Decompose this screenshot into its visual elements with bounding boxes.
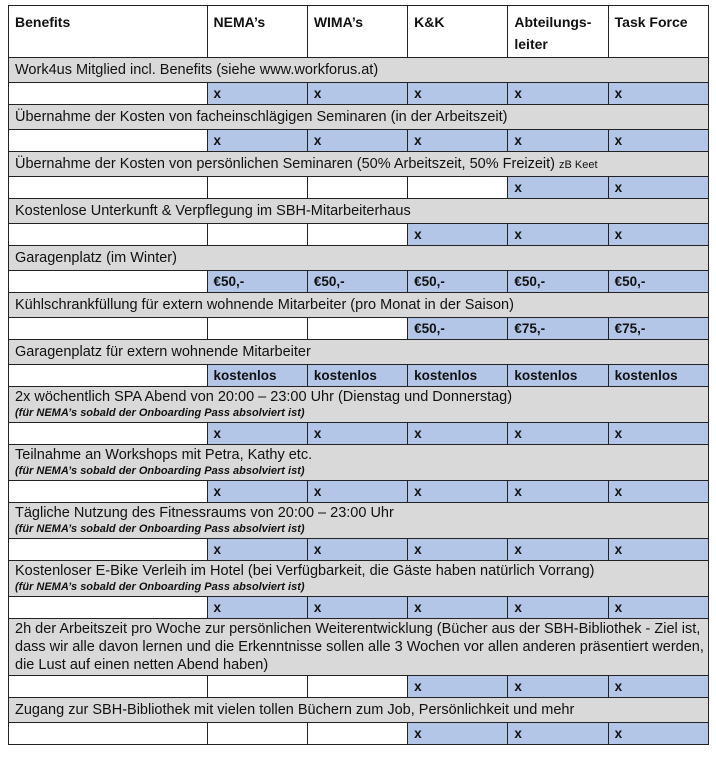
benefit-title-row [9,503,709,539]
value-cell-empty [9,271,208,293]
value-cell-empty [9,676,208,698]
value-cell-empty [9,318,208,340]
benefit-title: Tägliche Nutzung des Fitnessraums von 20:00 – 23:00 Uhr [15,505,394,521]
value-cell [207,224,307,246]
header-cell-wimas: WIMA’s [307,6,407,58]
value-cell-empty [9,130,208,152]
benefit-title-cell [9,246,709,271]
value-cell [307,318,407,340]
benefit-note: (für NEMA’s sobald der Onboarding Pass absolviert ist) [15,581,305,593]
benefit-values-row [9,676,709,698]
value-cell: €50,- [408,271,508,293]
value-cell: x [207,130,307,152]
benefit-title-row [9,199,709,224]
value-cell [307,224,407,246]
value-cell: x [307,423,407,445]
benefit-note: (für NEMA’s sobald der Onboarding Pass absolviert ist) [15,465,305,477]
value-cell: x [608,130,708,152]
value-cell: x [608,676,708,698]
benefit-title-row [9,619,709,676]
benefit-title-remark: zB Keet [559,158,598,171]
benefit-title: Work4us Mitglied incl. Benefits (siehe www.workforus.at) [15,62,379,78]
header-cell-nemas: NEMA’s [207,6,307,58]
benefit-values-row [9,723,709,745]
value-cell: x [508,539,608,561]
value-cell: kostenlos [508,365,608,387]
value-cell: x [508,130,608,152]
value-cell-empty [9,481,208,503]
benefit-values-row [9,481,709,503]
value-cell: x [307,597,407,619]
benefit-title-row [9,58,709,83]
value-cell: kostenlos [608,365,708,387]
value-cell [207,676,307,698]
value-cell: x [508,676,608,698]
value-cell: x [408,481,508,503]
benefit-title-row [9,698,709,723]
benefit-title: Übernahme der Kosten von persönlichen Seminaren (50% Arbeitszeit, 50% Freizeit) [15,155,555,172]
value-cell: kostenlos [408,365,508,387]
benefit-title: 2h der Arbeitszeit pro Woche zur persönlichen Weiterentwicklung (Bücher aus der SBH-Bibliothek - Ziel ist, dass wir alle davon lernen und die Erkenntnisse sollen alle 3 Wochen vor allen anderen präsentiert werden, die Lust auf einen netten Abend haben) [15,621,704,673]
benefit-title-cell [9,293,709,318]
benefit-title: 2x wöchentlich SPA Abend von 20:00 – 23:00 Uhr (Dienstag und Donnerstag) [15,389,513,405]
value-cell [307,676,407,698]
value-cell: x [207,539,307,561]
benefit-title: Garagenplatz (im Winter) [15,250,177,266]
value-cell [307,177,407,199]
benefit-title-cell [9,698,709,723]
benefit-title-cell [9,561,709,597]
header-cell-task-force: Task Force [608,6,708,58]
value-cell: x [508,597,608,619]
value-cell: x [408,423,508,445]
value-cell-empty [9,365,208,387]
benefit-title: Teilnahme an Workshops mit Petra, Kathy etc. [15,447,313,463]
value-cell: €50,- [508,271,608,293]
value-cell-empty [9,423,208,445]
value-cell: x [608,83,708,105]
value-cell [207,318,307,340]
value-cell: €50,- [408,318,508,340]
benefit-title-cell [9,340,709,365]
value-cell: x [307,130,407,152]
benefit-title-cell [9,503,709,539]
benefit-title-cell [9,58,709,83]
benefit-title-row [9,340,709,365]
value-cell: €50,- [608,271,708,293]
benefit-title: Zugang zur SBH-Bibliothek mit vielen tollen Büchern zum Job, Persönlichkeit und mehr [15,702,575,718]
value-cell: x [408,539,508,561]
header-cell-benefits: Benefits [9,6,208,58]
benefit-values-row [9,177,709,199]
value-cell: x [408,597,508,619]
value-cell: x [608,481,708,503]
benefit-title-row [9,152,709,177]
benefit-title-cell [9,152,709,177]
value-cell: x [307,539,407,561]
value-cell: €75,- [608,318,708,340]
benefit-values-row [9,130,709,152]
value-cell: x [508,177,608,199]
value-cell: x [207,423,307,445]
benefit-title-row [9,445,709,481]
value-cell: kostenlos [207,365,307,387]
benefit-title-row [9,246,709,271]
value-cell: x [508,481,608,503]
value-cell: x [508,83,608,105]
value-cell [408,177,508,199]
value-cell: x [408,83,508,105]
benefit-title-cell [9,387,709,423]
benefit-title-row [9,105,709,130]
benefit-title: Kostenlose Unterkunft & Verpflegung im SBH-Mitarbeiterhaus [15,203,411,219]
value-cell: x [207,83,307,105]
value-cell: x [608,597,708,619]
benefit-title-cell [9,105,709,130]
value-cell: x [207,597,307,619]
value-cell [307,723,407,745]
benefit-title: Übernahme der Kosten von facheinschlägigen Seminaren (in der Arbeitszeit) [15,109,508,125]
benefit-values-row [9,423,709,445]
value-cell: x [207,481,307,503]
value-cell-empty [9,597,208,619]
benefit-values-row [9,83,709,105]
benefit-title: Kühlschrankfüllung für extern wohnende Mitarbeiter (pro Monat in der Saison) [15,297,514,313]
benefit-values-row [9,597,709,619]
header-row [9,6,709,58]
value-cell: €50,- [307,271,407,293]
value-cell: x [608,177,708,199]
value-cell: x [307,481,407,503]
value-cell: x [608,723,708,745]
benefit-values-row [9,365,709,387]
value-cell: x [508,423,608,445]
value-cell: x [608,539,708,561]
header-cell-kk: K&K [408,6,508,58]
value-cell: x [608,423,708,445]
benefit-title-row [9,561,709,597]
value-cell-empty [9,177,208,199]
benefit-note: (für NEMA’s sobald der Onboarding Pass absolviert ist) [15,407,305,419]
benefit-values-row [9,271,709,293]
value-cell: €75,- [508,318,608,340]
benefit-values-row [9,539,709,561]
value-cell [207,177,307,199]
value-cell: kostenlos [307,365,407,387]
benefit-title-cell [9,445,709,481]
benefit-title-cell [9,199,709,224]
header-cell-abteilungsleiter: Abteilungs-leiter [508,6,608,58]
value-cell-empty [9,83,208,105]
value-cell: x [508,224,608,246]
value-cell-empty [9,539,208,561]
benefit-title: Kostenloser E-Bike Verleih im Hotel (bei Verfügbarkeit, die Gäste haben natürlich Vorrang) [15,563,595,579]
benefit-title: Garagenplatz für extern wohnende Mitarbeiter [15,344,311,360]
benefit-values-row [9,224,709,246]
value-cell: x [508,723,608,745]
benefit-title-row [9,387,709,423]
value-cell: x [408,224,508,246]
value-cell: x [608,224,708,246]
value-cell: x [408,676,508,698]
value-cell: €50,- [207,271,307,293]
value-cell: x [408,130,508,152]
benefit-title-row [9,293,709,318]
benefit-values-row [9,318,709,340]
value-cell: x [408,723,508,745]
benefit-note: (für NEMA’s sobald der Onboarding Pass absolviert ist) [15,523,305,535]
value-cell-empty [9,723,208,745]
benefits-table [8,5,709,745]
value-cell [207,723,307,745]
benefit-title-cell [9,619,709,676]
value-cell: x [307,83,407,105]
value-cell-empty [9,224,208,246]
